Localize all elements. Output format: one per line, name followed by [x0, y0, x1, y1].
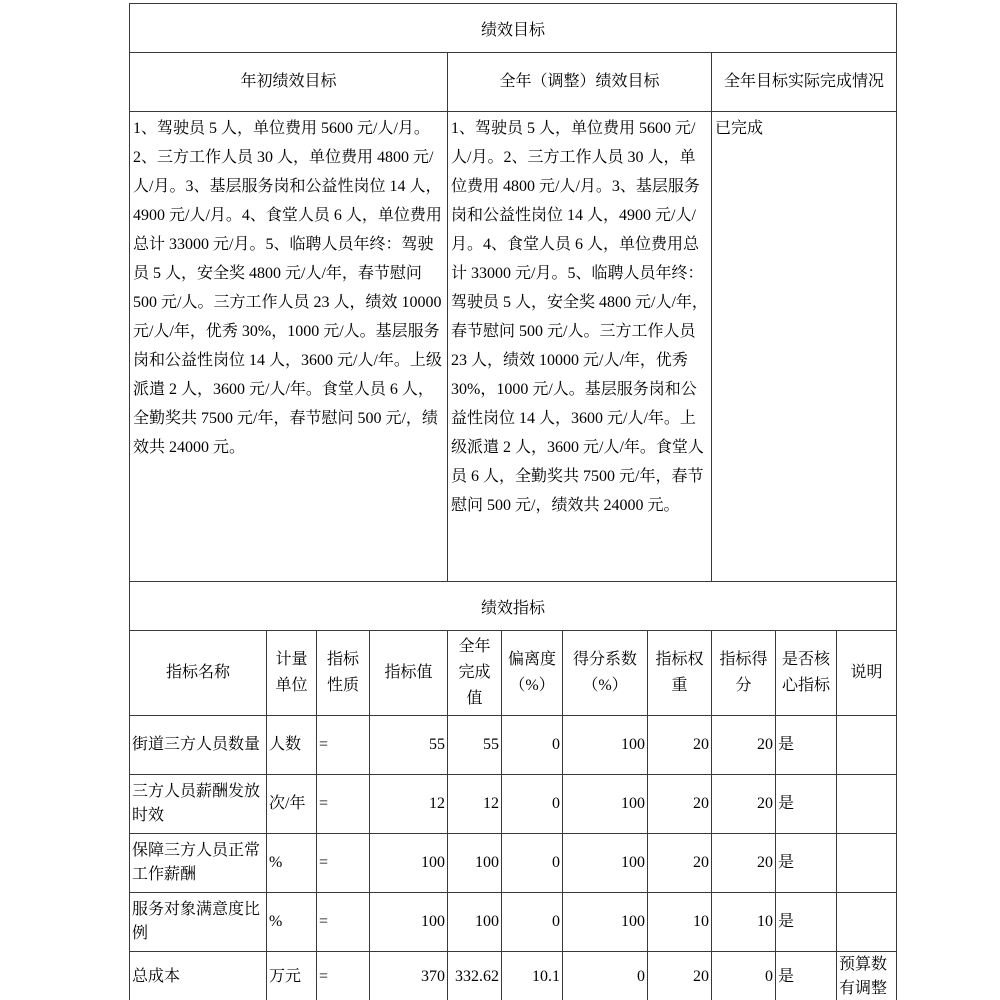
indicator-header-cell: 指标性质 — [317, 631, 370, 716]
indicator-cell: 10.1 — [502, 952, 563, 1000]
indicator-cell: 100 — [563, 716, 648, 775]
indicator-cell: 人数 — [267, 716, 317, 775]
adjusted-target-text: 1、驾驶员 5 人，单位费用 5600 元/人/月。2、三方工作人员 30 人，单位费用 4800 元/人/月。3、基层服务岗和公益性岗位 14 人，4900 元/人/月。4、食堂人员 6 人，单位费用总计 33000 元/月。5、临聘人员年终：驾驶员 5 人，安全奖 4800 元/人/年，春节慰问 500 元/人。三方工作人员 23 人，绩效 10000 元/人/年，优秀 30%，1000 元/人。基层服务岗和公益性岗位 14 人，3600 元/人/年。上级派遣 2 人，3600 元/人/年。食堂人员 6 人，全勤奖共 7500 元/年，春节慰问 500 元/，绩效共 24000 元。 — [448, 112, 712, 582]
indicator-cell: = — [317, 952, 370, 1000]
indicator-cell: 20 — [648, 834, 712, 893]
indicator-cell: 0 — [712, 952, 776, 1000]
performance-indicators-title: 绩效指标 — [130, 582, 897, 631]
adjusted-target-header: 全年（调整）绩效目标 — [448, 53, 712, 112]
actual-completion-text: 已完成 — [712, 112, 897, 582]
indicator-cell: = — [317, 775, 370, 834]
indicator-cell: 20 — [712, 716, 776, 775]
indicator-cell: 次/年 — [267, 775, 317, 834]
actual-completion-header: 全年目标实际完成情况 — [712, 53, 897, 112]
indicator-cell: 是 — [776, 952, 837, 1000]
indicator-cell: 370 — [370, 952, 448, 1000]
indicator-cell: 三方人员薪酬发放时效 — [130, 775, 267, 834]
indicator-row — [130, 893, 897, 952]
indicator-header-row — [130, 631, 897, 716]
indicator-cell: 20 — [648, 775, 712, 834]
indicator-row — [130, 834, 897, 893]
indicator-cell: 万元 — [267, 952, 317, 1000]
indicator-cell: 保障三方人员正常工作薪酬 — [130, 834, 267, 893]
indicator-cell: 0 — [502, 775, 563, 834]
indicator-cell: 100 — [563, 834, 648, 893]
performance-indicators-title-row — [130, 582, 897, 631]
indicator-cell: 0 — [502, 834, 563, 893]
target-body-row — [130, 112, 897, 582]
year-start-target-text: 1、驾驶员 5 人，单位费用 5600 元/人/月。2、三方工作人员 30 人，单位费用 4800 元/人/月。3、基层服务岗和公益性岗位 14 人，4900 元/人/月。4、食堂人员 6 人，单位费用总计 33000 元/月。5、临聘人员年终：驾驶员 5 人，安全奖 4800 元/人/年，春节慰问 500 元/人。三方工作人员 23 人，绩效 10000 元/人/年，优秀 30%，1000 元/人。基层服务岗和公益性岗位 14 人，3600 元/人/年。上级派遣 2 人，3600 元/人/年。食堂人员 6 人，全勤奖共 7500 元/年，春节慰问 500 元/，绩效共 24000 元。 — [130, 112, 448, 582]
indicator-cell: % — [267, 834, 317, 893]
performance-target-title: 绩效目标 — [130, 4, 897, 53]
indicator-cell: 332.62 — [448, 952, 502, 1000]
indicator-header-cell: 指标名称 — [130, 631, 267, 716]
indicator-cell: 100 — [448, 893, 502, 952]
indicator-header-cell: 指标值 — [370, 631, 448, 716]
indicator-cell: = — [317, 893, 370, 952]
indicator-header-cell: 全年完成值 — [448, 631, 502, 716]
indicator-cell: 是 — [776, 834, 837, 893]
indicator-cell: = — [317, 716, 370, 775]
indicator-cell: 12 — [370, 775, 448, 834]
indicator-cell: 0 — [502, 893, 563, 952]
indicator-cell: = — [317, 834, 370, 893]
indicator-cell: 100 — [370, 834, 448, 893]
indicator-cell: % — [267, 893, 317, 952]
indicator-row — [130, 716, 897, 775]
indicator-header-cell: 说明 — [837, 631, 897, 716]
indicator-cell: 55 — [370, 716, 448, 775]
indicator-cell: 20 — [712, 834, 776, 893]
indicator-cell: 20 — [648, 952, 712, 1000]
indicator-cell: 街道三方人员数量 — [130, 716, 267, 775]
indicator-row — [130, 775, 897, 834]
indicator-cell: 服务对象满意度比例 — [130, 893, 267, 952]
indicator-header-cell: 计量单位 — [267, 631, 317, 716]
indicator-header-cell: 得分系数（%） — [563, 631, 648, 716]
indicator-rows — [130, 716, 897, 1000]
performance-target-title-row — [130, 4, 897, 53]
indicator-cell — [837, 834, 897, 893]
indicator-cell: 是 — [776, 893, 837, 952]
indicator-cell: 100 — [563, 775, 648, 834]
indicator-cell: 100 — [563, 893, 648, 952]
indicator-cell: 20 — [648, 716, 712, 775]
indicator-cell — [837, 775, 897, 834]
indicator-header-cell: 是否核心指标 — [776, 631, 837, 716]
indicator-cell: 是 — [776, 775, 837, 834]
indicator-cell: 10 — [712, 893, 776, 952]
indicator-cell: 0 — [563, 952, 648, 1000]
performance-table — [129, 3, 897, 1000]
indicator-cell: 12 — [448, 775, 502, 834]
year-start-target-header: 年初绩效目标 — [130, 53, 448, 112]
indicator-cell: 55 — [448, 716, 502, 775]
indicator-header-cell: 指标得分 — [712, 631, 776, 716]
indicator-header-cell: 指标权重 — [648, 631, 712, 716]
indicator-cell: 0 — [502, 716, 563, 775]
indicator-cell: 100 — [448, 834, 502, 893]
indicator-cell: 10 — [648, 893, 712, 952]
indicator-cell: 20 — [712, 775, 776, 834]
indicator-cell: 100 — [370, 893, 448, 952]
indicator-cell: 是 — [776, 716, 837, 775]
indicator-cell — [837, 893, 897, 952]
indicator-cell: 总成本 — [130, 952, 267, 1000]
indicator-cell: 预算数有调整 — [837, 952, 897, 1000]
indicator-cell — [837, 716, 897, 775]
indicator-header-cell: 偏离度（%） — [502, 631, 563, 716]
indicator-row — [130, 952, 897, 1000]
target-header-row — [130, 53, 897, 112]
